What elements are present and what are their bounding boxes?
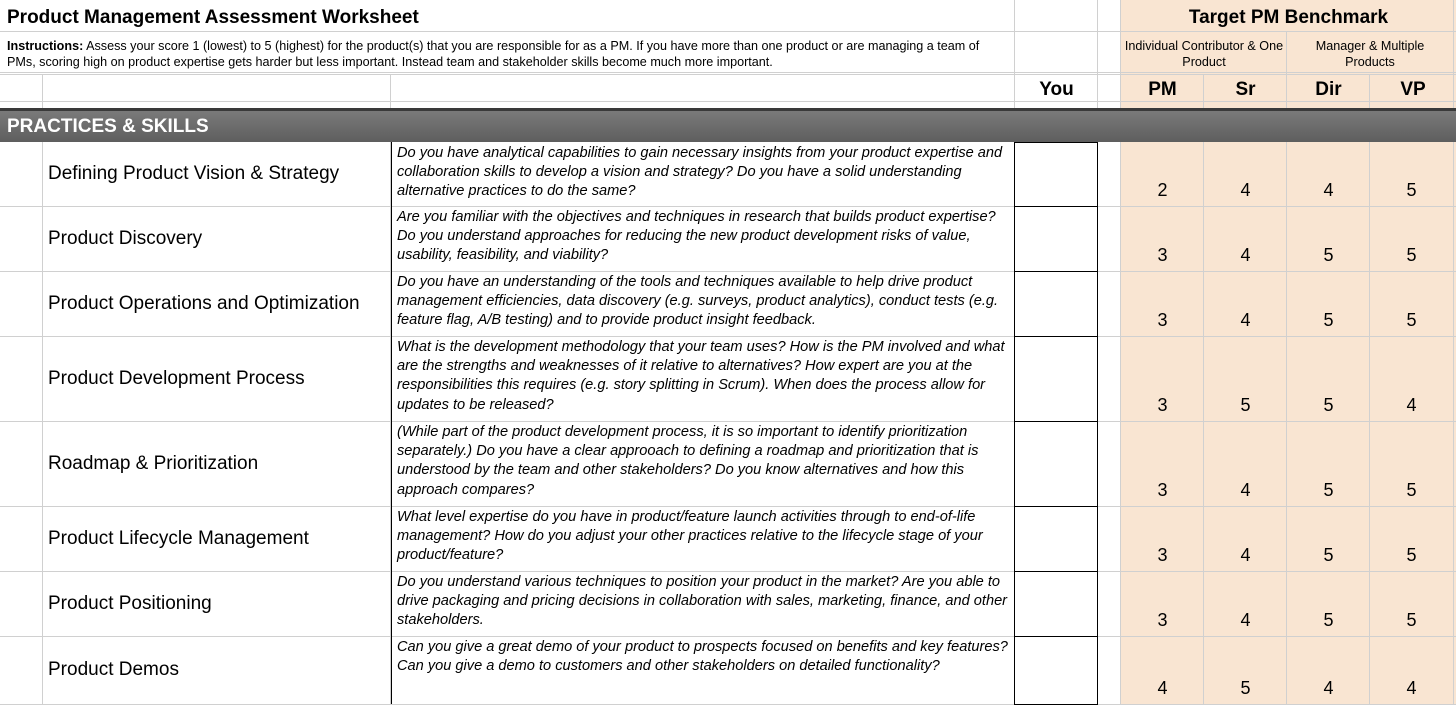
benchmark-sr-score: 4	[1240, 610, 1251, 630]
group-manager-label: Manager & Multiple Products	[1315, 39, 1425, 69]
benchmark-pm-score: 3	[1157, 395, 1168, 415]
skill-name: Product Positioning	[48, 592, 212, 614]
skill-name: Roadmap & Prioritization	[48, 452, 259, 474]
skill-name: Defining Product Vision & Strategy	[48, 163, 340, 184]
skill-description: Are you familiar with the objectives and techniques in research that builds product expertise? Do you understand approaches for reducing the new product development risks of value, usability, feasibility, and viability?	[397, 209, 996, 264]
instructions	[7, 38, 1007, 70]
benchmark-title: Target PM Benchmark	[1188, 7, 1389, 28]
benchmark-dir-score: 5	[1323, 395, 1334, 415]
benchmark-sr-score: 4	[1240, 180, 1251, 200]
group-ic-label: Individual Contributor & One Product	[1124, 39, 1284, 69]
benchmark-pm-score: 3	[1157, 545, 1168, 565]
skill-name: Product Lifecycle Management	[48, 527, 309, 549]
benchmark-sr-score: 4	[1240, 480, 1251, 500]
col-header-dir: Dir	[1315, 79, 1342, 100]
skill-name: Product Demos	[48, 659, 179, 680]
benchmark-dir-score: 4	[1323, 180, 1334, 200]
skill-name: Product Development Process	[48, 367, 305, 389]
page-title: Product Management Assessment Worksheet	[7, 7, 419, 28]
benchmark-dir-score: 5	[1323, 310, 1334, 330]
benchmark-column-bg	[1121, 0, 1456, 704]
col-header-you: You	[1039, 79, 1074, 100]
skill-name: Product Discovery	[48, 227, 203, 249]
benchmark-vp-score: 5	[1406, 245, 1417, 265]
you-score-input[interactable]	[1014, 421, 1098, 507]
benchmark-dir-score: 5	[1323, 480, 1334, 500]
benchmark-pm-score: 3	[1157, 480, 1168, 500]
benchmark-vp-score: 4	[1406, 678, 1417, 698]
section-title: PRACTICES & SKILLS	[7, 115, 209, 137]
benchmark-sr-score: 5	[1240, 395, 1251, 415]
benchmark-sr-score: 4	[1240, 245, 1251, 265]
benchmark-pm-score: 2	[1157, 180, 1168, 200]
benchmark-sr-score: 5	[1240, 678, 1251, 698]
instructions-text: Assess your score 1 (lowest) to 5 (highest) for the product(s) that you are responsible for as a PM. If you have more than one product or are managing a team of PMs, scoring high on product expertise gets harder but less important. Instead team and stakeholder skills become much more important.	[7, 39, 980, 69]
benchmark-pm-score: 3	[1157, 610, 1168, 630]
benchmark-pm-score: 3	[1157, 245, 1168, 265]
you-score-input[interactable]	[1014, 636, 1098, 705]
skill-description: Do you have an understanding of the tools and techniques available to help drive product management efficiencies, data discovery (e.g. surveys, product analytics), conduct tests (e.g. feature flag, A/B testing) and to provide product insight feedback.	[397, 274, 999, 329]
skill-description: Can you give a great demo of your product to prospects focused on benefits and key features? Can you give a demo to customers and other stakeholders on detailed functionality?	[397, 639, 1008, 675]
col-header-vp: VP	[1400, 79, 1426, 100]
benchmark-sr-score: 4	[1240, 310, 1251, 330]
benchmark-vp-score: 4	[1406, 395, 1417, 415]
section-header	[0, 108, 1456, 142]
benchmark-dir-score: 5	[1323, 545, 1334, 565]
skill-description: What level expertise do you have in product/feature launch activities through to end-of-life management? How do you adjust your other practices relative to the lifecycle stage of your product/feature?	[397, 509, 983, 564]
you-score-input[interactable]	[1014, 506, 1098, 572]
benchmark-dir-score: 5	[1323, 610, 1334, 630]
skill-description: Do you understand various techniques to position your product in the market? Are you able to drive packaging and pricing decisions in collaboration with sales, marketing, finance, and other stakeholders.	[397, 574, 1008, 629]
col-header-sr: Sr	[1235, 79, 1256, 100]
benchmark-vp-score: 5	[1406, 310, 1417, 330]
benchmark-dir-score: 5	[1323, 245, 1334, 265]
benchmark-vp-score: 5	[1406, 180, 1417, 200]
benchmark-pm-score: 4	[1157, 678, 1168, 698]
skill-description: What is the development methodology that your team uses? How is the PM involved and what are the strengths and weaknesses of it relative to alternatives? How expert are you at the responsibilities this requires (e.g. story splitting in Scrum). When does the process allow for updates to be released?	[397, 339, 1005, 413]
col-header-pm: PM	[1148, 79, 1177, 100]
you-score-input[interactable]	[1014, 336, 1098, 422]
skill-description: (While part of the product development process, it is so important to identify prioritization separately.) Do you have a clear approoach to defining a roadmap and prioritization that is understood by the team and other stakeholders? Do you know alternatives and how this approach compares?	[397, 424, 979, 498]
benchmark-vp-score: 5	[1406, 610, 1417, 630]
benchmark-pm-score: 3	[1157, 310, 1168, 330]
you-score-input[interactable]	[1014, 271, 1098, 337]
instructions-label: Instructions:	[7, 39, 84, 53]
benchmark-vp-score: 5	[1406, 545, 1417, 565]
you-score-input[interactable]	[1014, 206, 1098, 272]
benchmark-dir-score: 4	[1323, 678, 1334, 698]
you-score-input[interactable]	[1014, 571, 1098, 637]
skill-description: Do you have analytical capabilities to gain necessary insights from your product expertise and collaboration skills to develop a vision and strategy? Do you have a solid understanding alternative practices to do the same?	[397, 145, 1003, 200]
benchmark-vp-score: 5	[1406, 480, 1417, 500]
you-score-input[interactable]	[1014, 142, 1098, 207]
skill-name: Product Operations and Optimization	[48, 292, 360, 314]
benchmark-sr-score: 4	[1240, 545, 1251, 565]
